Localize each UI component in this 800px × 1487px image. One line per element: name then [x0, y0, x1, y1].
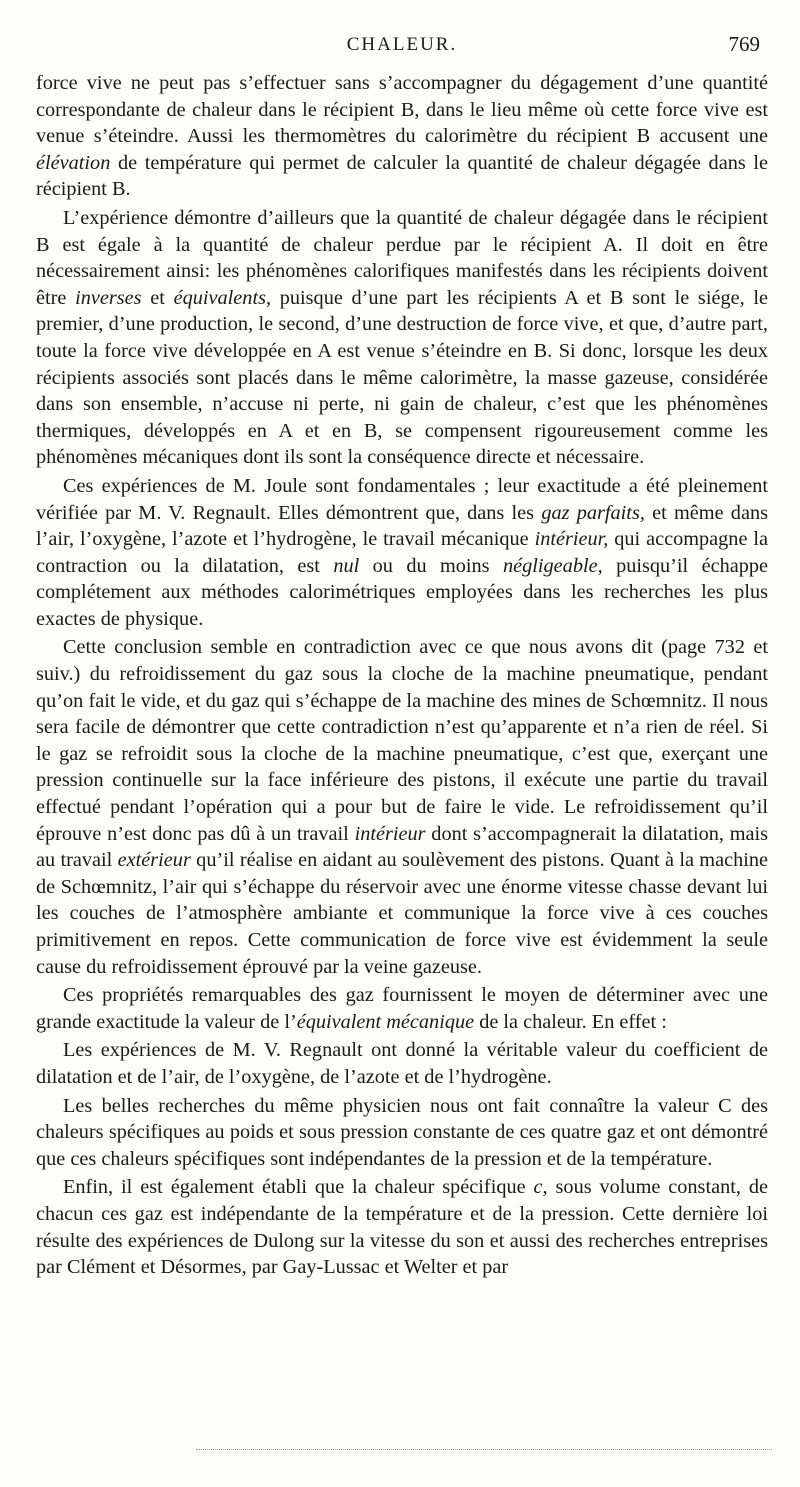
text-run: qui accompagne la contraction ou la dilatation, est [36, 528, 768, 577]
paragraph [36, 1093, 768, 1173]
text-run: puisque d’une part les récipients A et B sont le siége, le premier, d’une production, le second, d’une destruction de force vive, et que, d’autre part, toute la force vive développée en A est venue s’éteindre en B. Si donc, lorsque les deux récipients associés sont placés dans le même calorimètre, la masse gazeuse, considérée dans son ensemble, n’accuse ni perte, ni gain de chaleur, c’est que les phénomènes thermiques, développés en A et en B, se compensent rigoureusement comme les phénomènes mécaniques dont ils sont la conséquence directe et nécessaire. [36, 286, 769, 469]
italic-term: intérieur [354, 822, 426, 845]
text-run: Ces expériences de M. Joule sont fondamentales ; leur exactitude a été pleinement vérifiée par M. V. Regnault. Elles démontrent que, dans les [36, 474, 768, 524]
italic-term: gaz parfaits, [541, 501, 645, 524]
paragraph [36, 982, 768, 1035]
footer-rule [196, 1449, 772, 1450]
italic-term: extérieur [117, 849, 191, 872]
text-run: Enfin, il est également établi que la chaleur spécifique [63, 1176, 534, 1199]
paragraph [36, 1174, 768, 1280]
paragraph [36, 473, 768, 633]
text-run: force vive ne peut pas s’effectuer sans s’accompagner du dégagement d’une quantité correspondante de chaleur dans le récipient B, dans le lieu même où cette force vive est venue s’éteindre. Aussi les thermomètres du calorimètre du récipient B accusent une [36, 72, 768, 148]
text-run: de température qui permet de calculer la quantité de chaleur dégagée dans le récipient B. [36, 151, 768, 201]
text-run: L’expérience démontre d’ailleurs que la quantité de chaleur dégagée dans le récipient B est égale à la quantité de chaleur perdue par le récipient A. Il doit en être nécessairement ainsi: les phénomènes calorifiques manifestés dans les récipients doivent être [36, 206, 768, 309]
italic-term: négligeable, [502, 554, 603, 577]
text-run: et [141, 286, 174, 309]
italic-term: équivalents, [173, 286, 272, 309]
text-run: de la chaleur. En effet : [474, 1010, 667, 1033]
paragraph [36, 70, 768, 203]
italic-term: élévation [36, 151, 111, 174]
text-run: sous volume constant, de chacun ces gaz est indépendante de la température et de la pression. Cette dernière loi résulte des expériences de Dulong sur la vitesse du son et aussi des recherches entreprises par Clément et Désormes, par Gay-Lussac et Welter et par [36, 1176, 768, 1279]
paragraph [36, 205, 768, 471]
text-run: qu’il réalise en aidant au soulèvement des pistons. Quant à la machine de Schœmnitz, l’air qui s’échappe du réservoir avec une énorme vitesse chasse devant lui les couches de l’atmosphère ambiante et communique la force vive à ces couches primitivement en repos. Cette communication de force vive est évidemment la seule cause du refroidissement éprouvé par la veine gazeuse. [36, 849, 768, 978]
text-run: puisqu’il échappe complétement aux méthodes calorimétriques employées dans les recherches les plus exactes de physique. [36, 554, 769, 630]
page-number: 769 [728, 32, 760, 56]
italic-term: nul [333, 554, 360, 577]
paragraph [36, 1037, 768, 1090]
text-run: Les expériences de M. V. Regnault ont donné la véritable valeur du coefficient de dilatation et de l’air, de l’oxygène, de l’azote et de l’hydrogène. [36, 1039, 768, 1088]
running-head [36, 34, 768, 64]
italic-term: intérieur, [534, 528, 609, 551]
italic-term: inverses [75, 286, 142, 309]
text-run: Ces propriétés remarquables des gaz fournissent le moyen de déterminer avec une grande exactitude la valeur de l’ [36, 984, 768, 1033]
paragraph [36, 634, 768, 980]
running-title: CHALEUR. [346, 34, 458, 55]
text-run: ou du moins [359, 554, 503, 577]
body-text [36, 70, 768, 1281]
text-run: et même dans l’air, l’oxygène, l’azote et l’hydrogène, le travail mécanique [36, 501, 768, 551]
text-run: Cette conclusion semble en contradiction avec ce que nous avons dit (page 732 et suiv.) du refroidissement du gaz sous la cloche de la machine pneumatique, pendant qu’on fait le vide, et du gaz qui s’échappe de la machine des mines de Schœmnitz. Il nous sera facile de démontrer que cette contradiction n’est qu’apparente et n’a rien de réel. Si le gaz se refroidit sous la cloche de la machine pneumatique, c’est que, exerçant une pression continuelle sur la face inférieure des pistons, il exécute une partie du travail effectué pendant l’opération qui a pour but de faire le vide. Le refroidissement qu’il éprouve n’est donc pas dû à un travail [36, 636, 768, 845]
text-run: Les belles recherches du même physicien nous ont fait connaître la valeur C des chaleurs spécifiques au poids et sous pression constante de ces quatre gaz et ont démontré que ces chaleurs spécifiques sont indépendantes de la pression et de la température. [36, 1094, 768, 1170]
text-run: dont s’accompagnerait la dilatation, mais au travail [36, 822, 768, 872]
italic-term: équivalent mécanique [296, 1010, 475, 1033]
italic-term: c, [533, 1176, 548, 1199]
